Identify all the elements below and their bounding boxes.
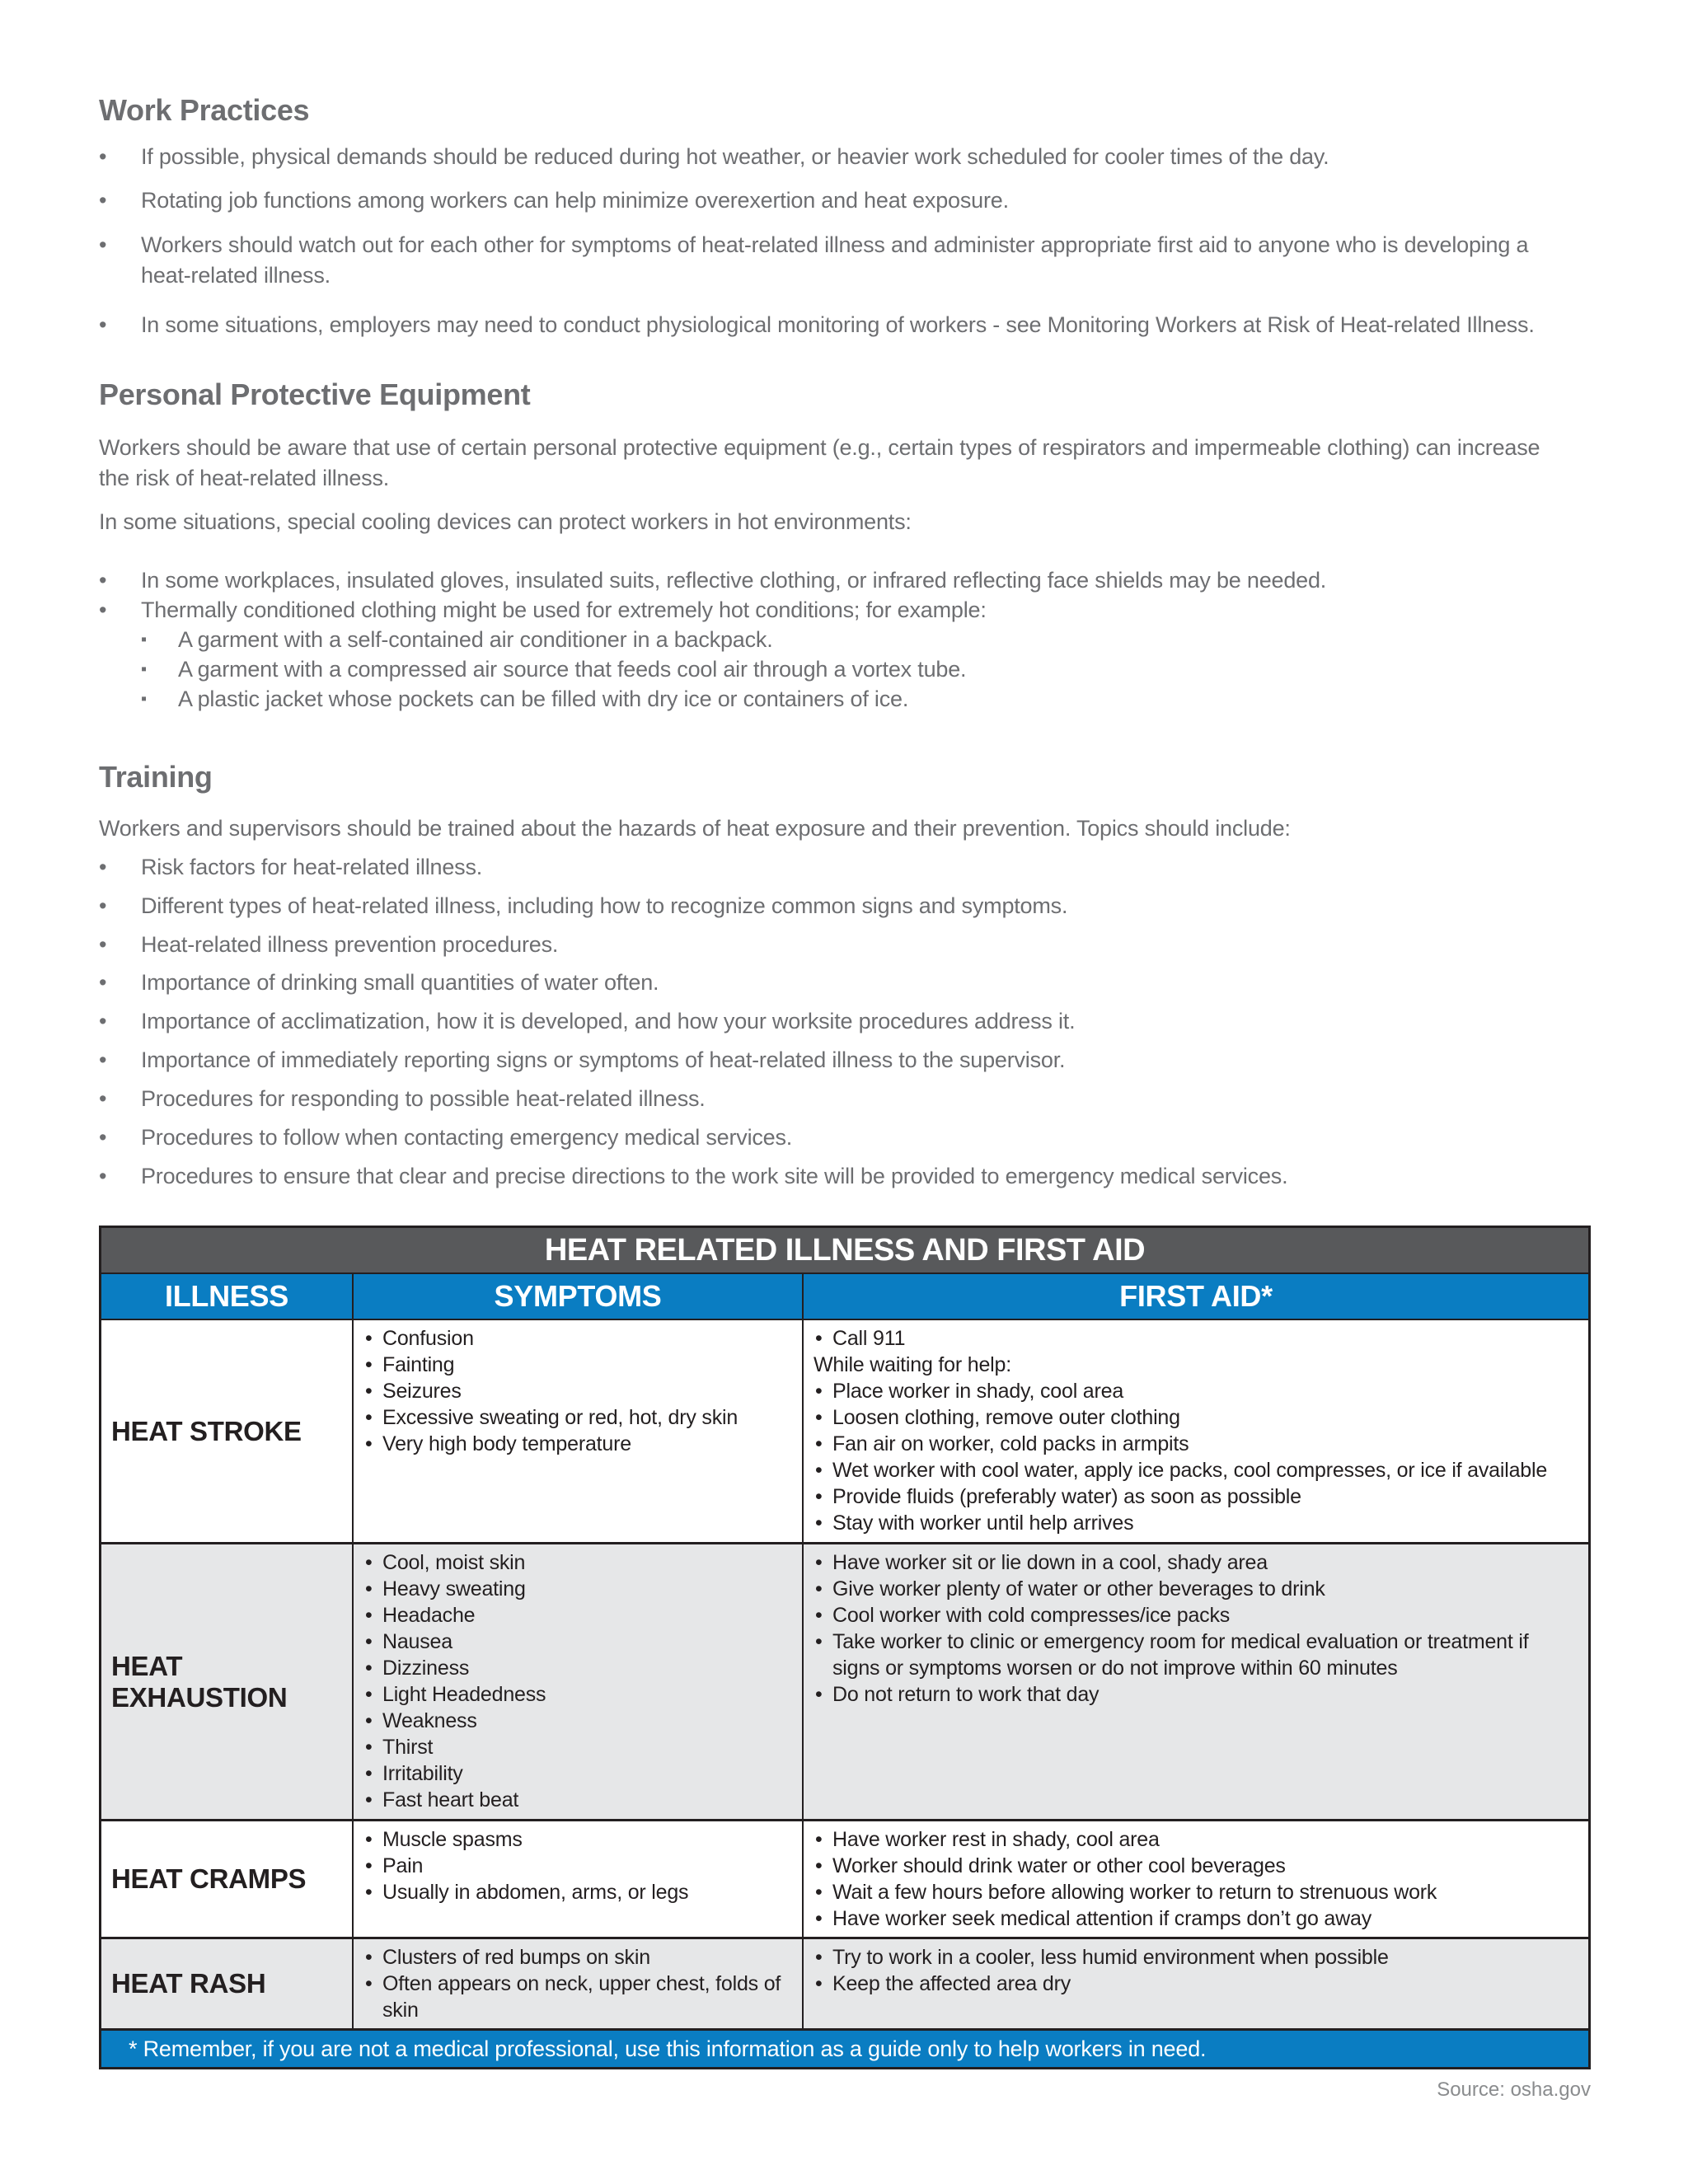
list-item: • Stay with worker until help arrives xyxy=(814,1510,1580,1536)
ppe-paragraph: In some situations, special cooling devices can protect workers in hot environments: xyxy=(99,509,912,534)
first-aid-list xyxy=(814,1549,1580,1708)
list-item: • Heavy sweating xyxy=(363,1576,794,1602)
list-item: • Seizures xyxy=(363,1378,794,1404)
list-item: • Have worker seek medical attention if cramps don’t go away xyxy=(814,1905,1580,1932)
list-item: • Nausea xyxy=(363,1629,794,1655)
table-footnote: * Remember, if you are not a medical professional, use this information as a guide only to help workers in need. xyxy=(101,2031,1588,2067)
list-item: • Excessive sweating or red, hot, dry skin xyxy=(363,1404,794,1431)
list-item: • Thirst xyxy=(363,1734,794,1760)
list-item: • Have worker rest in shady, cool area xyxy=(814,1826,1580,1853)
symptoms-list xyxy=(363,1549,794,1813)
column-header-symptoms: SYMPTOMS xyxy=(354,1274,804,1319)
list-item: • Confusion xyxy=(363,1325,794,1352)
work-practices-heading: Work Practices xyxy=(99,93,310,127)
list-item: • Light Headedness xyxy=(363,1681,794,1708)
list-item: • Often appears on neck, upper chest, folds of skin xyxy=(363,1971,794,2023)
symptoms-cell xyxy=(354,1939,804,2028)
list-item: • Fainting xyxy=(363,1352,794,1378)
list-item: • Importance of immediately reporting signs or symptoms of heat-related illness to the supervisor. xyxy=(99,1047,1066,1072)
heat-illness-table xyxy=(99,1226,1591,2069)
symptoms-cell xyxy=(354,1320,804,1542)
list-item: • Rotating job functions among workers can help minimize overexertion and heat exposure. xyxy=(99,188,1009,213)
list-item: • Call 911 xyxy=(814,1325,1580,1352)
first-aid-cell xyxy=(804,1939,1588,2028)
list-item: • Clusters of red bumps on skin xyxy=(363,1944,794,1971)
list-item: • Muscle spasms xyxy=(363,1826,794,1853)
list-item: • Workers should watch out for each other for symptoms of heat-related illness and administer appropriate first aid to anyone who is developing a heat-related illness. xyxy=(99,232,1529,288)
list-item: • In some workplaces, insulated gloves, insulated suits, reflective clothing, or infrared reflecting face shields may be needed. xyxy=(99,568,1327,593)
symptoms-list xyxy=(363,1826,794,1905)
list-item: • Thermally conditioned clothing might be used for extremely hot conditions; for example: xyxy=(99,598,987,622)
table-row xyxy=(101,1821,1588,1939)
table-header-row xyxy=(101,1274,1588,1320)
training-heading: Training xyxy=(99,760,213,794)
list-item: • Risk factors for heat-related illness. xyxy=(99,855,483,879)
list-item: • Give worker plenty of water or other beverages to drink xyxy=(814,1576,1580,1602)
list-item: • Wet worker with cool water, apply ice packs, cool compresses, or ice if available xyxy=(814,1457,1580,1483)
list-item: • If possible, physical demands should be reduced during hot weather, or heavier work scheduled for cooler times of the day. xyxy=(99,144,1329,169)
list-item: • Worker should drink water or other cool beverages xyxy=(814,1853,1580,1879)
ppe-heading: Personal Protective Equipment xyxy=(99,377,531,411)
sub-list-item: ▪ A garment with a compressed air source that feeds cool air through a vortex tube. xyxy=(141,657,967,682)
table-row xyxy=(101,1939,1588,2031)
list-item: • Very high body temperature xyxy=(363,1431,794,1457)
source-credit: Source: osha.gov xyxy=(1437,2079,1591,2101)
symptoms-list xyxy=(363,1325,794,1457)
column-header-illness: ILLNESS xyxy=(101,1274,354,1319)
list-item: • Weakness xyxy=(363,1708,794,1734)
illness-name: HEAT STROKE xyxy=(101,1320,354,1542)
list-item: • Procedures to follow when contacting emergency medical services. xyxy=(99,1125,793,1150)
list-item: • Different types of heat-related illness, including how to recognize common signs and symptoms. xyxy=(99,893,1068,918)
symptoms-cell xyxy=(354,1544,804,1819)
list-item: • Procedures to ensure that clear and precise directions to the work site will be provided to emergency medical services. xyxy=(99,1164,1288,1188)
first-aid-list xyxy=(814,1944,1580,1997)
symptoms-list xyxy=(363,1944,794,2023)
list-item: • Dizziness xyxy=(363,1655,794,1681)
illness-name: HEAT CRAMPS xyxy=(101,1821,354,1937)
list-item: • Place worker in shady, cool area xyxy=(814,1378,1580,1404)
first-aid-cell xyxy=(804,1821,1588,1937)
list-item: • Loosen clothing, remove outer clothing xyxy=(814,1404,1580,1431)
list-item: • Cool worker with cold compresses/ice packs xyxy=(814,1602,1580,1629)
first-aid-cell xyxy=(804,1544,1588,1819)
list-item: • Procedures for responding to possible heat-related illness. xyxy=(99,1086,706,1111)
list-item: • Fan air on worker, cold packs in armpits xyxy=(814,1431,1580,1457)
first-aid-list xyxy=(814,1826,1580,1932)
list-item: • Cool, moist skin xyxy=(363,1549,794,1576)
list-item: • Do not return to work that day xyxy=(814,1681,1580,1708)
table-title: HEAT RELATED ILLNESS AND FIRST AID xyxy=(101,1228,1588,1274)
sub-list-item: ▪ A plastic jacket whose pockets can be filled with dry ice or containers of ice. xyxy=(141,687,909,711)
list-item: • In some situations, employers may need to conduct physiological monitoring of workers - see Monitoring Workers at Risk of Heat-related Illness. xyxy=(99,312,1535,337)
list-item: • Irritability xyxy=(363,1760,794,1787)
first-aid-list xyxy=(814,1325,1580,1536)
column-header-first-aid: FIRST AID* xyxy=(1119,1279,1273,1313)
list-item: • Heat-related illness prevention procedures. xyxy=(99,932,559,957)
illness-name: HEAT RASH xyxy=(101,1939,354,2028)
list-item: • Wait a few hours before allowing worker to return to strenuous work xyxy=(814,1879,1580,1905)
list-item: • Pain xyxy=(363,1853,794,1879)
training-intro: Workers and supervisors should be trained about the hazards of heat exposure and their prevention. Topics should include: xyxy=(99,816,1291,841)
list-item: • Keep the affected area dry xyxy=(814,1971,1580,1997)
list-item: • Provide fluids (preferably water) as soon as possible xyxy=(814,1483,1580,1510)
list-item: • Importance of drinking small quantities of water often. xyxy=(99,970,659,995)
list-item: • Headache xyxy=(363,1602,794,1629)
first-aid-note: While waiting for help: xyxy=(814,1353,1011,1376)
list-item: • Take worker to clinic or emergency room for medical evaluation or treatment if signs or symptoms worsen or do not improve within 60 minutes xyxy=(814,1629,1580,1681)
list-item: • Importance of acclimatization, how it is developed, and how your worksite procedures address it. xyxy=(99,1009,1076,1033)
list-item: • Try to work in a cooler, less humid environment when possible xyxy=(814,1944,1580,1971)
table-row xyxy=(101,1544,1588,1821)
list-item: • Usually in abdomen, arms, or legs xyxy=(363,1879,794,1905)
list-item: • Have worker sit or lie down in a cool, shady area xyxy=(814,1549,1580,1576)
table-row xyxy=(101,1320,1588,1544)
sub-list-item: ▪ A garment with a self-contained air conditioner in a backpack. xyxy=(141,627,773,652)
symptoms-cell xyxy=(354,1821,804,1937)
list-item: • Fast heart beat xyxy=(363,1787,794,1813)
ppe-paragraph: Workers should be aware that use of certain personal protective equipment (e.g., certain types of respirators and impermeable clothing) can increase the risk of heat-related illness. xyxy=(99,435,1540,490)
illness-name: HEAT EXHAUSTION xyxy=(101,1544,354,1819)
first-aid-cell xyxy=(804,1320,1588,1542)
